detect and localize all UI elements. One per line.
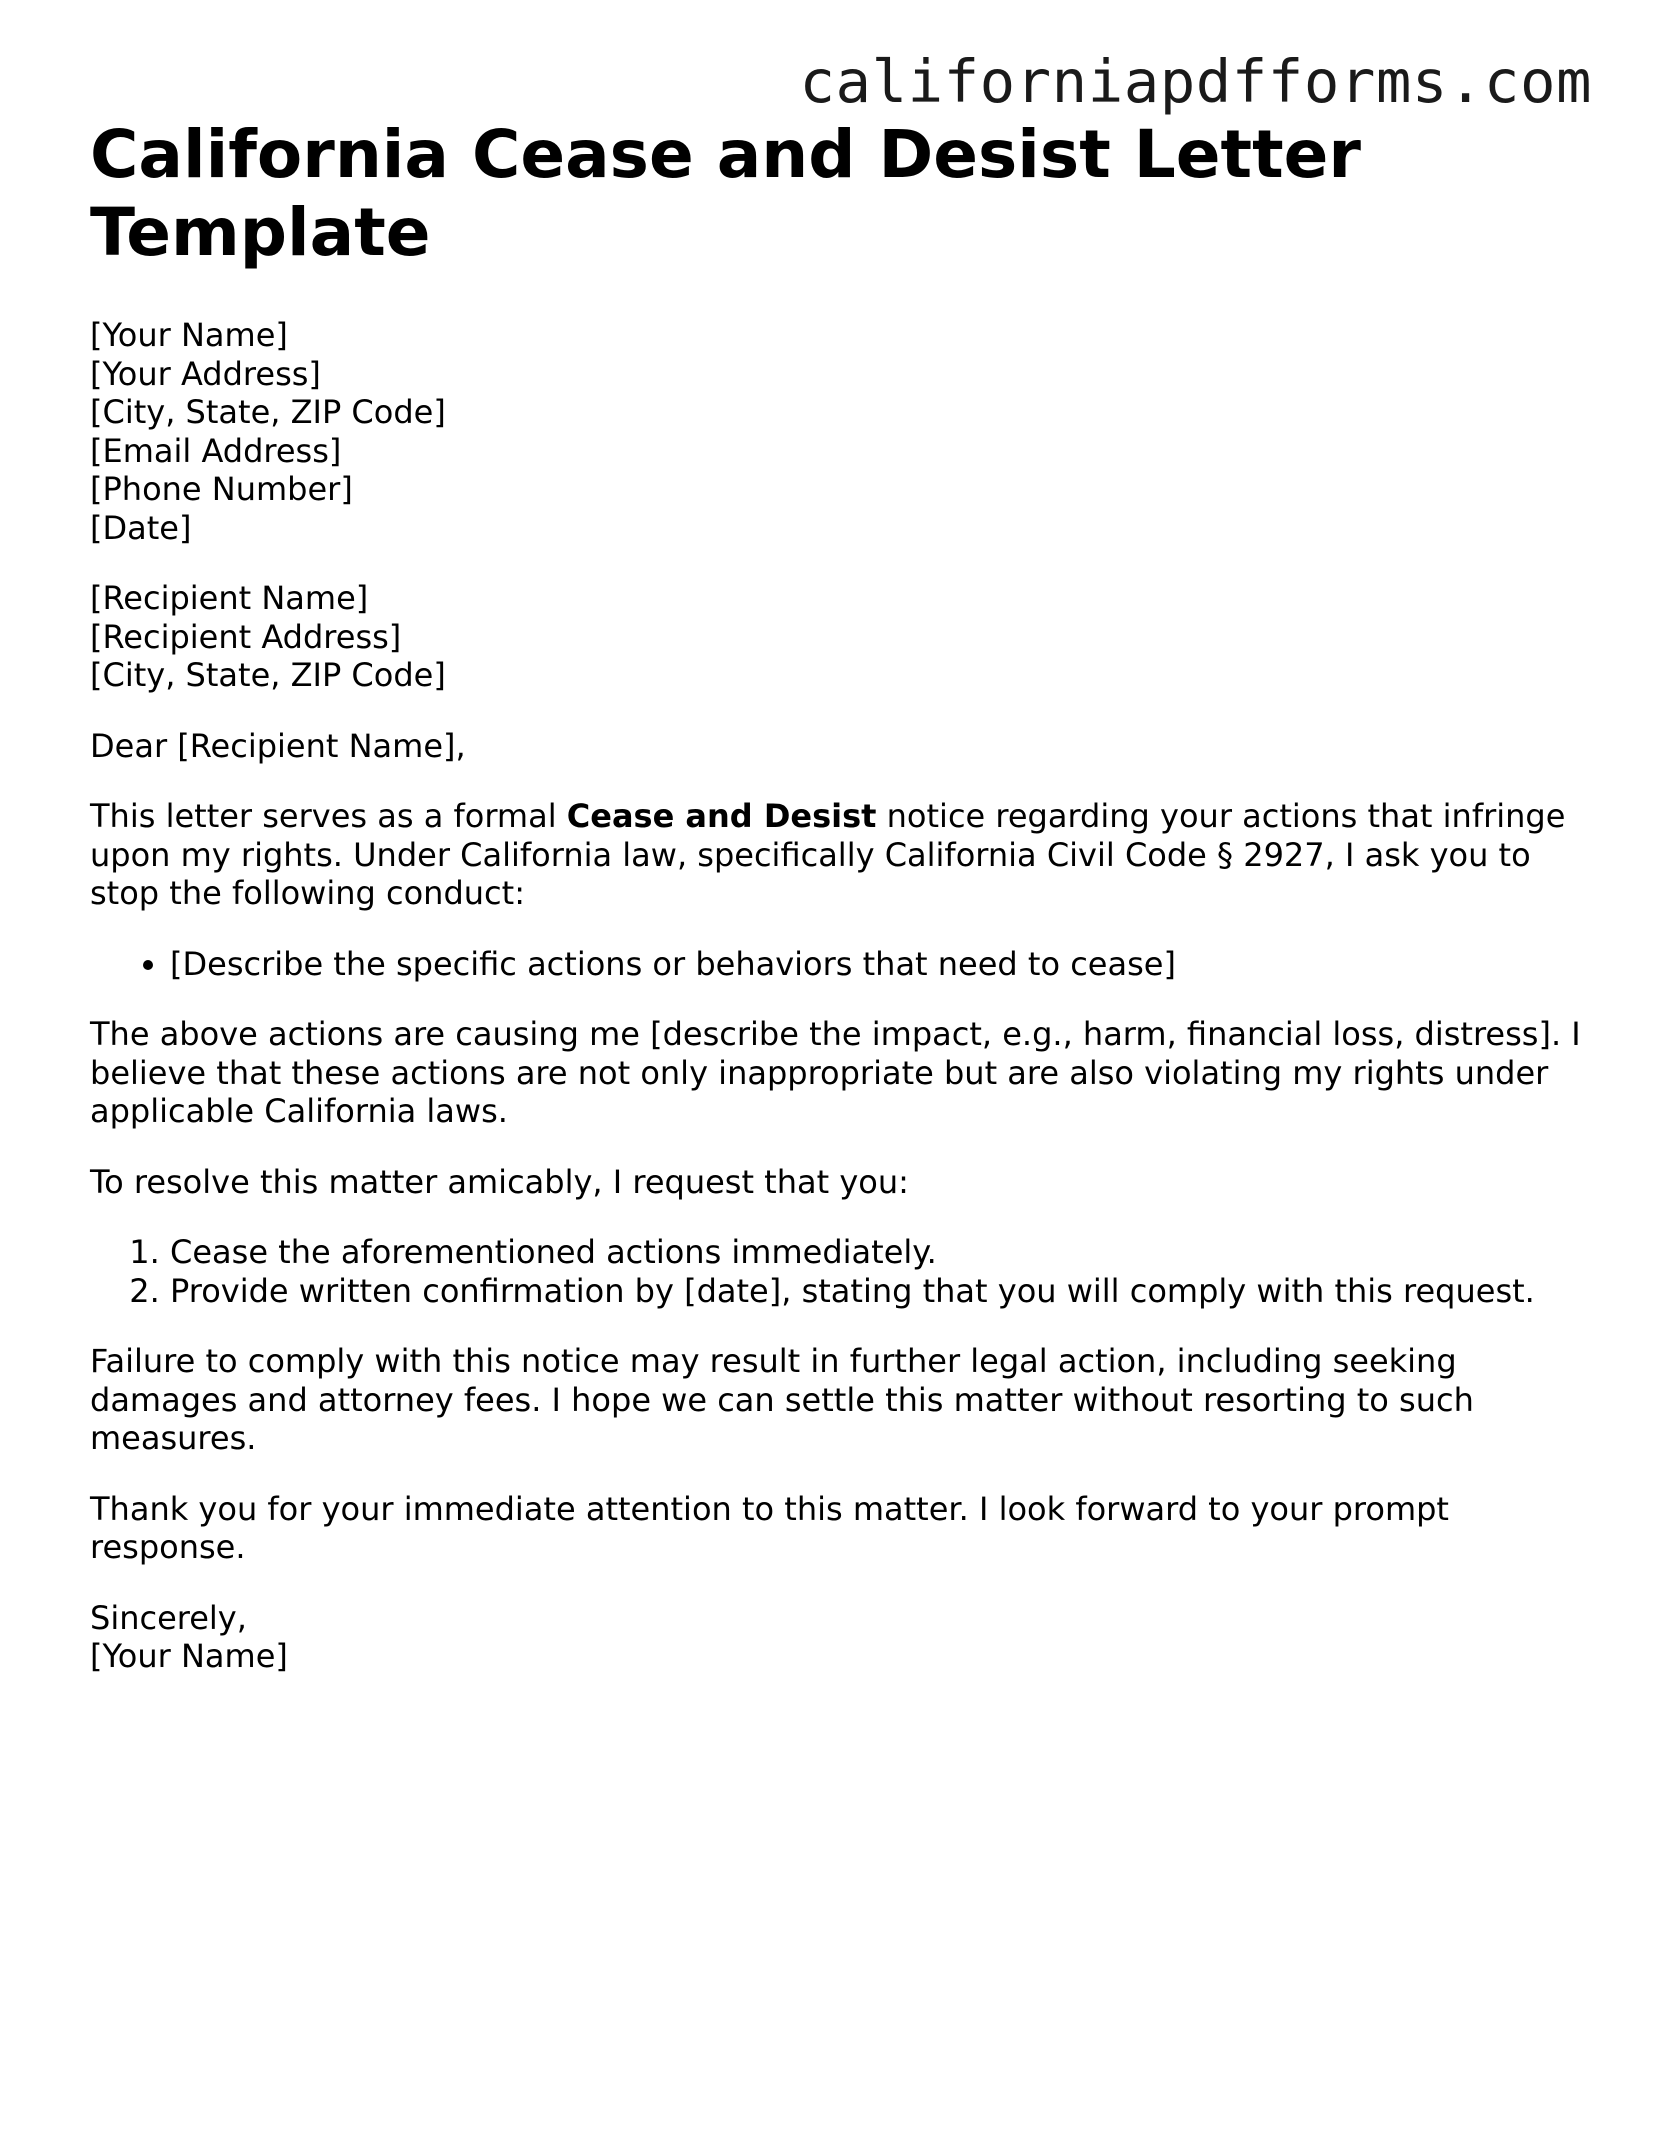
sender-address-block bbox=[90, 316, 1590, 547]
list-item: 1. Cease the aforementioned actions immediately. bbox=[170, 1233, 1590, 1272]
sender-phone: [Phone Number] bbox=[90, 470, 353, 508]
failure-paragraph bbox=[90, 1342, 1590, 1458]
conduct-list bbox=[90, 945, 1590, 984]
recipient-city-state-zip: [City, State, ZIP Code] bbox=[90, 656, 446, 694]
recipient-address-block bbox=[90, 579, 1590, 695]
sender-name: [Your Name] bbox=[90, 316, 288, 354]
failure-text: Failure to comply with this notice may result in further legal action, including seeking damages and attorney fees. I hope we can settle this matter without resorting to such measures. bbox=[90, 1342, 1474, 1457]
sender-email: [Email Address] bbox=[90, 431, 342, 470]
recipient-name: [Recipient Name] bbox=[90, 579, 369, 617]
recipient-address: [Recipient Address] bbox=[90, 617, 402, 656]
salutation bbox=[90, 727, 1590, 766]
letter-document bbox=[90, 116, 1590, 1676]
signature-name: [Your Name] bbox=[90, 1637, 288, 1675]
salutation-text: Dear [Recipient Name], bbox=[90, 726, 466, 765]
intro-text-start: This letter serves as a formal bbox=[90, 797, 567, 835]
sender-city-state-zip: [City, State, ZIP Code] bbox=[90, 393, 446, 431]
intro-emphasis: Cease and Desist bbox=[566, 797, 877, 835]
letter-date: [Date] bbox=[90, 508, 192, 547]
request-list bbox=[90, 1233, 1590, 1310]
intro-text bbox=[90, 797, 1590, 913]
request-intro-paragraph bbox=[90, 1163, 1590, 1202]
request-intro-text: To resolve this matter amicably, I request that you: bbox=[90, 1162, 909, 1201]
thanks-paragraph bbox=[90, 1490, 1590, 1567]
list-item: • [Describe the specific actions or behaviors that need to cease] bbox=[170, 945, 1590, 984]
closing-block bbox=[90, 1599, 1590, 1676]
watermark-text: californiapdfforms.com bbox=[799, 47, 1592, 116]
impact-paragraph bbox=[90, 1015, 1590, 1131]
list-item: 2. Provide written confirmation by [date], stating that you will comply with this request. bbox=[170, 1272, 1590, 1311]
closing-text: Sincerely, bbox=[90, 1598, 247, 1637]
intro-text-end: notice regarding your actions that infringe upon my rights. Under California law, specifically California Civil Code § 2927, I ask you to stop the following conduct: bbox=[90, 797, 1566, 912]
thanks-text: Thank you for your immediate attention to this matter. I look forward to your prompt response. bbox=[90, 1489, 1449, 1566]
sender-address: [Your Address] bbox=[90, 354, 321, 393]
impact-text: The above actions are causing me [describe the impact, e.g., harm, financial loss, distress]. I believe that these actions are not only inappropriate but are also violating my rights under applicable California laws. bbox=[90, 1015, 1581, 1130]
document-title: California Cease and Desist Letter Template bbox=[90, 116, 1361, 271]
intro-paragraph bbox=[90, 797, 1590, 913]
